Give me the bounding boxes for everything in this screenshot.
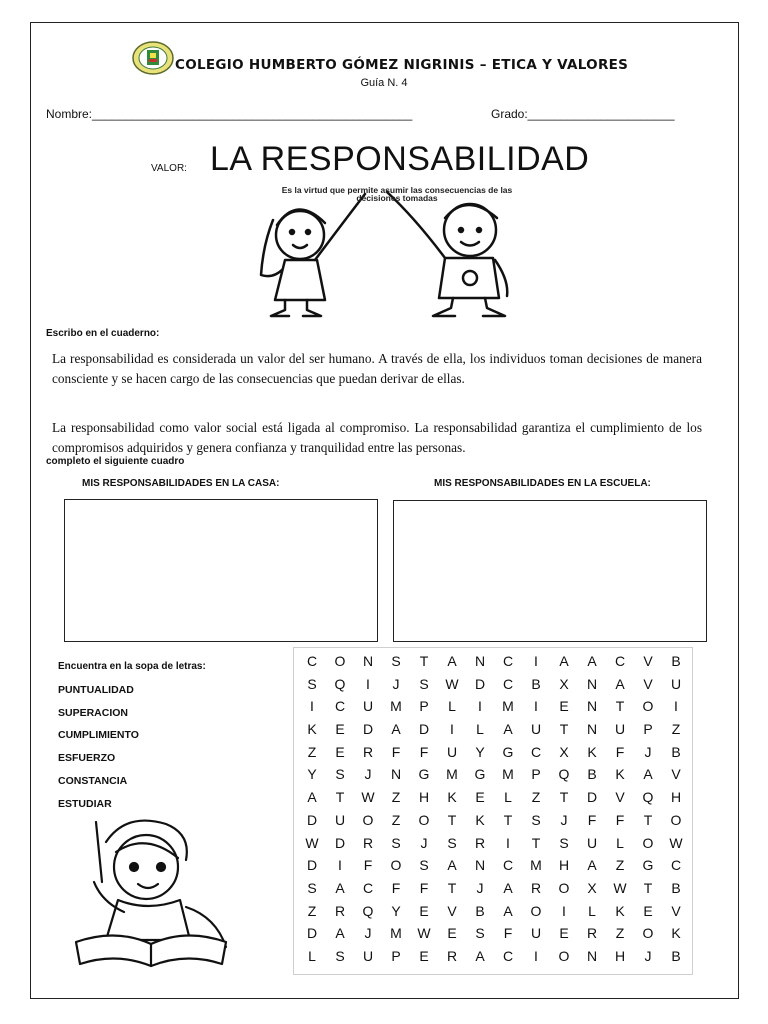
grid-letter[interactable]: U xyxy=(362,947,374,964)
grid-row xyxy=(298,741,690,764)
grid-letter[interactable]: S xyxy=(335,947,345,964)
grid-letter[interactable]: Y xyxy=(475,743,485,760)
grid-letter[interactable]: P xyxy=(391,947,401,964)
grid-letter[interactable]: N xyxy=(586,947,598,964)
grid-letter[interactable]: D xyxy=(306,811,318,828)
grid-letter[interactable]: M xyxy=(502,766,514,783)
grid-letter[interactable]: D xyxy=(306,925,318,942)
grid-letter[interactable]: N xyxy=(586,675,598,692)
grid-letter[interactable]: M xyxy=(446,766,458,783)
grid-letter[interactable]: N xyxy=(390,766,402,783)
grid-row xyxy=(298,673,690,696)
grid-row xyxy=(298,718,690,741)
grid-letter[interactable]: A xyxy=(503,879,513,896)
grid-letter[interactable]: V xyxy=(643,675,653,692)
value-label: VALOR: xyxy=(151,163,187,174)
grid-row xyxy=(298,854,690,877)
grid-letter[interactable]: J xyxy=(644,743,652,760)
paragraph-2: La responsabilidad como valor social está ligada al compromiso. La responsabilidad garantiza el cumplimiento de los compromisos adquiridos y genera confianza y tranquilidad entre las personas. xyxy=(52,420,702,455)
grid-letter[interactable]: O xyxy=(362,811,374,828)
word-item: ESFUERZO xyxy=(58,752,116,764)
grid-letter[interactable]: B xyxy=(671,743,681,760)
grid-letter[interactable]: C xyxy=(362,879,374,896)
grid-letter[interactable]: F xyxy=(615,743,625,760)
grid-letter[interactable]: S xyxy=(419,857,429,874)
grid-letter[interactable]: A xyxy=(335,925,345,942)
grid-row xyxy=(298,763,690,786)
grid-letter[interactable]: H xyxy=(418,789,430,806)
grid-letter[interactable]: L xyxy=(616,834,624,851)
word-item: CONSTANCIA xyxy=(58,775,128,787)
grid-letter[interactable]: W xyxy=(669,834,683,851)
grid-letter[interactable]: A xyxy=(335,879,345,896)
grid-letter[interactable]: K xyxy=(475,811,485,828)
grid-row xyxy=(298,650,690,673)
grid-letter[interactable]: B xyxy=(671,879,681,896)
grid-letter[interactable]: T xyxy=(559,721,569,738)
grid-letter[interactable]: A xyxy=(475,947,485,964)
grid-letter[interactable]: E xyxy=(559,698,569,715)
grid-letter[interactable]: T xyxy=(335,789,345,806)
home-responsibilities-box[interactable] xyxy=(64,499,378,642)
grid-letter[interactable]: E xyxy=(475,789,485,806)
grid-letter[interactable]: M xyxy=(502,698,514,715)
grid-letter[interactable]: O xyxy=(558,947,570,964)
grid-letter[interactable]: N xyxy=(474,653,486,669)
grid-letter[interactable]: D xyxy=(474,675,486,692)
grid-letter[interactable]: L xyxy=(448,698,456,715)
grid-row xyxy=(298,786,690,809)
grid-letter[interactable]: C xyxy=(502,675,514,692)
grid-letter[interactable]: A xyxy=(307,789,317,806)
grid-letter[interactable]: E xyxy=(419,902,429,919)
grid-letter[interactable]: J xyxy=(560,811,568,828)
grid-letter[interactable]: N xyxy=(474,857,486,874)
school-logo-icon xyxy=(131,40,175,76)
grid-letter[interactable]: U xyxy=(530,721,542,738)
school-title: COLEGIO HUMBERTO GÓMEZ NIGRINIS – ETICA Y VALORES xyxy=(175,57,629,73)
grid-letter[interactable]: Q xyxy=(558,766,570,783)
grid-letter[interactable]: Q xyxy=(362,902,374,919)
grid-letter[interactable]: C xyxy=(502,947,514,964)
grid-letter[interactable]: K xyxy=(615,766,625,783)
grid-letter[interactable]: K xyxy=(615,902,625,919)
grid-letter[interactable]: Z xyxy=(671,721,681,738)
grid-letter[interactable]: Z xyxy=(615,925,625,942)
grid-letter[interactable]: M xyxy=(390,925,402,942)
grid-letter[interactable]: R xyxy=(446,947,458,964)
grid-letter[interactable]: B xyxy=(475,902,485,919)
grid-letter[interactable]: B xyxy=(587,766,597,783)
boy-studying-illustration xyxy=(66,812,236,977)
grid-letter[interactable]: F xyxy=(419,743,429,760)
grid-letter[interactable]: Y xyxy=(391,902,401,919)
grid-letter[interactable]: T xyxy=(447,811,457,828)
grid-letter[interactable]: R xyxy=(474,834,486,851)
grid-letter[interactable]: X xyxy=(587,879,597,896)
grid-letter[interactable]: U xyxy=(334,811,346,828)
grid-letter[interactable]: J xyxy=(476,879,484,896)
grid-row xyxy=(298,809,690,832)
grid-letter[interactable]: U xyxy=(362,698,374,715)
grid-letter[interactable]: R xyxy=(362,743,374,760)
grid-letter[interactable]: I xyxy=(534,653,538,669)
grid-letter[interactable]: D xyxy=(586,789,598,806)
word-item: SUPERACION xyxy=(58,707,129,719)
grid-letter[interactable]: A xyxy=(587,653,597,669)
grid-letter[interactable]: U xyxy=(586,834,598,851)
grid-letter[interactable]: A xyxy=(643,766,653,783)
grid-letter[interactable]: W xyxy=(613,879,627,896)
grid-letter[interactable]: L xyxy=(588,902,596,919)
notebook-heading: Escribo en el cuaderno: xyxy=(46,328,160,339)
grid-letter[interactable]: A xyxy=(503,721,513,738)
grid-letter[interactable]: P xyxy=(419,698,429,715)
grid-letter[interactable]: I xyxy=(534,947,538,964)
grid-letter[interactable]: S xyxy=(475,925,485,942)
grid-letter[interactable]: X xyxy=(559,743,569,760)
grid-letter[interactable]: D xyxy=(334,834,346,851)
grid-letter[interactable]: G xyxy=(502,743,514,760)
grid-letter[interactable]: L xyxy=(308,947,316,964)
grid-letter[interactable]: S xyxy=(307,675,317,692)
grid-letter[interactable]: O xyxy=(418,811,430,828)
grid-letter[interactable]: T xyxy=(531,834,541,851)
grid-letter[interactable]: J xyxy=(392,675,400,692)
grid-letter[interactable]: U xyxy=(530,925,542,942)
grid-letter[interactable]: A xyxy=(587,857,597,874)
grid-letter[interactable]: D xyxy=(306,857,318,874)
grid-row xyxy=(298,945,690,968)
grid-letter[interactable]: L xyxy=(476,721,484,738)
grid-letter[interactable]: V xyxy=(447,902,457,919)
grid-letter[interactable]: O xyxy=(670,811,682,828)
grid-letter[interactable]: N xyxy=(586,721,598,738)
grid-letter[interactable]: W xyxy=(417,925,431,942)
grid-letter[interactable]: H xyxy=(558,857,570,874)
grid-letter[interactable]: E xyxy=(419,947,429,964)
grid-letter[interactable]: S xyxy=(559,834,569,851)
grid-row xyxy=(298,695,690,718)
grid-letter[interactable]: R xyxy=(362,834,374,851)
grid-letter[interactable]: M xyxy=(530,857,542,874)
grid-letter[interactable]: I xyxy=(310,698,314,715)
grid-letter[interactable]: S xyxy=(391,834,401,851)
grid-letter[interactable]: C xyxy=(530,743,542,760)
grid-letter[interactable]: A xyxy=(447,653,457,669)
grid-letter[interactable]: F xyxy=(615,811,625,828)
grid-letter[interactable]: E xyxy=(447,925,457,942)
grid-letter[interactable]: Z xyxy=(307,902,317,919)
grid-letter[interactable]: E xyxy=(335,743,345,760)
grid-row xyxy=(298,900,690,923)
grid-letter[interactable]: C xyxy=(502,653,514,669)
grid-letter[interactable]: V xyxy=(615,789,625,806)
grid-letter[interactable]: E xyxy=(335,721,345,738)
word-item: ESTUDIAR xyxy=(58,798,112,810)
grid-letter[interactable]: O xyxy=(334,653,346,669)
word-search-grid[interactable] xyxy=(293,647,693,975)
grid-letter[interactable]: T xyxy=(559,789,569,806)
grid-letter[interactable]: Z xyxy=(391,811,401,828)
grid-letter[interactable]: Q xyxy=(334,675,346,692)
grid-letter[interactable]: U xyxy=(446,743,458,760)
grid-letter[interactable]: I xyxy=(534,698,538,715)
grid-letter[interactable]: I xyxy=(478,698,482,715)
grid-letter[interactable]: A xyxy=(615,675,625,692)
school-responsibilities-header: MIS RESPONSABILIDADES EN LA ESCUELA: xyxy=(434,478,651,489)
grid-letter[interactable]: M xyxy=(390,698,402,715)
grid-letter[interactable]: V xyxy=(643,653,653,669)
grid-letter[interactable]: Z xyxy=(531,789,541,806)
grid-letter[interactable]: K xyxy=(307,721,317,738)
grid-letter[interactable]: F xyxy=(391,879,401,896)
grid-letter[interactable]: K xyxy=(447,789,457,806)
grid-letter[interactable]: B xyxy=(531,675,541,692)
school-responsibilities-box[interactable] xyxy=(393,500,707,642)
grid-letter[interactable]: U xyxy=(670,675,682,692)
grid-letter[interactable]: S xyxy=(391,653,401,669)
grid-letter[interactable]: I xyxy=(338,857,342,874)
grid-letter[interactable]: O xyxy=(642,698,654,715)
grid-letter[interactable]: Z xyxy=(615,857,625,874)
grid-letter[interactable]: T xyxy=(503,811,513,828)
page-title: LA RESPONSABILIDAD xyxy=(210,140,590,178)
grid-letter[interactable]: P xyxy=(643,721,653,738)
grid-letter[interactable]: G xyxy=(418,766,430,783)
grid-letter[interactable]: F xyxy=(587,811,597,828)
grid-letter[interactable]: A xyxy=(503,902,513,919)
grid-letter[interactable]: C xyxy=(306,653,318,669)
grid-letter[interactable]: O xyxy=(530,902,542,919)
grid-letter[interactable]: I xyxy=(562,902,566,919)
grid-row xyxy=(298,922,690,945)
grid-letter[interactable]: J xyxy=(644,947,652,964)
grid-letter[interactable]: T xyxy=(643,879,653,896)
guide-number: Guía N. 4 xyxy=(360,77,408,89)
grid-letter[interactable]: R xyxy=(586,925,598,942)
grid-letter[interactable]: F xyxy=(363,857,373,874)
grid-letter[interactable]: Z xyxy=(307,743,317,760)
grid-letter[interactable]: T xyxy=(447,879,457,896)
grid-letter[interactable]: G xyxy=(474,766,486,783)
grid-letter[interactable]: J xyxy=(420,834,428,851)
grid-letter[interactable]: D xyxy=(418,721,430,738)
grid-letter[interactable]: J xyxy=(364,766,372,783)
grid-letter[interactable]: A xyxy=(447,857,457,874)
grid-letter[interactable]: K xyxy=(671,925,681,942)
grid-letter[interactable]: T xyxy=(419,653,429,669)
grid-letter[interactable]: P xyxy=(531,766,541,783)
word-search-instruction: Encuentra en la sopa de letras: xyxy=(58,661,206,672)
grid-letter[interactable]: T xyxy=(643,811,653,828)
grid-letter[interactable]: S xyxy=(335,766,345,783)
grid-letter[interactable]: I xyxy=(674,698,678,715)
grid-letter[interactable]: C xyxy=(614,653,626,669)
complete-instruction: completo el siguiente cuadro xyxy=(46,456,185,467)
grid-letter[interactable]: V xyxy=(671,766,681,783)
grid-letter[interactable]: S xyxy=(531,811,541,828)
grid-letter[interactable]: B xyxy=(671,947,681,964)
grid-letter[interactable]: L xyxy=(504,789,512,806)
grid-letter[interactable]: J xyxy=(364,925,372,942)
grid-letter[interactable]: S xyxy=(447,834,457,851)
word-item: CUMPLIMIENTO xyxy=(58,729,139,741)
grid-letter[interactable]: W xyxy=(305,834,319,851)
grid-letter[interactable]: O xyxy=(642,925,654,942)
word-item: PUNTUALIDAD xyxy=(58,684,134,696)
grid-letter[interactable]: T xyxy=(615,698,625,715)
grid-row xyxy=(298,877,690,900)
grid-letter[interactable]: Z xyxy=(391,789,401,806)
grid-letter[interactable]: E xyxy=(559,925,569,942)
word-search-letters[interactable] xyxy=(298,650,690,968)
grid-letter[interactable]: W xyxy=(361,789,375,806)
name-field[interactable]: Nombre:________________________________________________ xyxy=(46,107,413,121)
grid-letter[interactable]: G xyxy=(642,857,654,874)
grid-letter[interactable]: E xyxy=(643,902,653,919)
grid-letter[interactable]: H xyxy=(670,789,682,806)
grid-letter[interactable]: X xyxy=(559,675,569,692)
grid-letter[interactable]: A xyxy=(559,653,569,669)
grid-letter[interactable]: S xyxy=(419,675,429,692)
grid-letter[interactable]: Y xyxy=(307,766,317,783)
grid-letter[interactable]: I xyxy=(506,834,510,851)
grid-letter[interactable]: N xyxy=(362,653,374,669)
grid-letter[interactable]: U xyxy=(614,721,626,738)
grid-letter[interactable]: A xyxy=(391,721,401,738)
grid-letter[interactable]: K xyxy=(587,743,597,760)
illustration-caption: Es la virtud que permite asumir las consecuencias de las decisiones tomadas xyxy=(281,185,513,203)
paragraph-1: La responsabilidad es considerada un valor del ser humano. A través de ella, los individuos toman decisiones de manera consciente y se hacen cargo de las consecuencias que puedan derivar de ellas. xyxy=(52,351,702,386)
grid-letter[interactable]: O xyxy=(642,834,654,851)
grid-letter[interactable]: W xyxy=(445,675,459,692)
grid-letter[interactable]: N xyxy=(586,698,598,715)
grid-letter[interactable]: O xyxy=(390,857,402,874)
grid-letter[interactable]: F xyxy=(503,925,513,942)
grid-letter[interactable]: C xyxy=(334,698,346,715)
grid-letter[interactable]: I xyxy=(450,721,454,738)
grid-letter[interactable]: F xyxy=(391,743,401,760)
grid-letter[interactable]: V xyxy=(671,902,681,919)
grid-letter[interactable]: S xyxy=(307,879,317,896)
grid-letter[interactable]: Q xyxy=(642,789,654,806)
grade-field[interactable]: Grado:______________________ xyxy=(491,107,675,121)
home-responsibilities-header: MIS RESPONSABILIDADES EN LA CASA: xyxy=(82,478,280,489)
grid-letter[interactable]: C xyxy=(670,857,682,874)
grid-letter[interactable]: H xyxy=(614,947,626,964)
grid-letter[interactable]: I xyxy=(366,675,370,692)
grid-letter[interactable]: O xyxy=(558,879,570,896)
grid-row xyxy=(298,832,690,855)
grid-letter[interactable]: F xyxy=(419,879,429,896)
grid-letter[interactable]: R xyxy=(334,902,346,919)
grid-letter[interactable]: D xyxy=(362,721,374,738)
grid-letter[interactable]: B xyxy=(671,653,681,669)
grid-letter[interactable]: R xyxy=(530,879,542,896)
grid-letter[interactable]: C xyxy=(502,857,514,874)
